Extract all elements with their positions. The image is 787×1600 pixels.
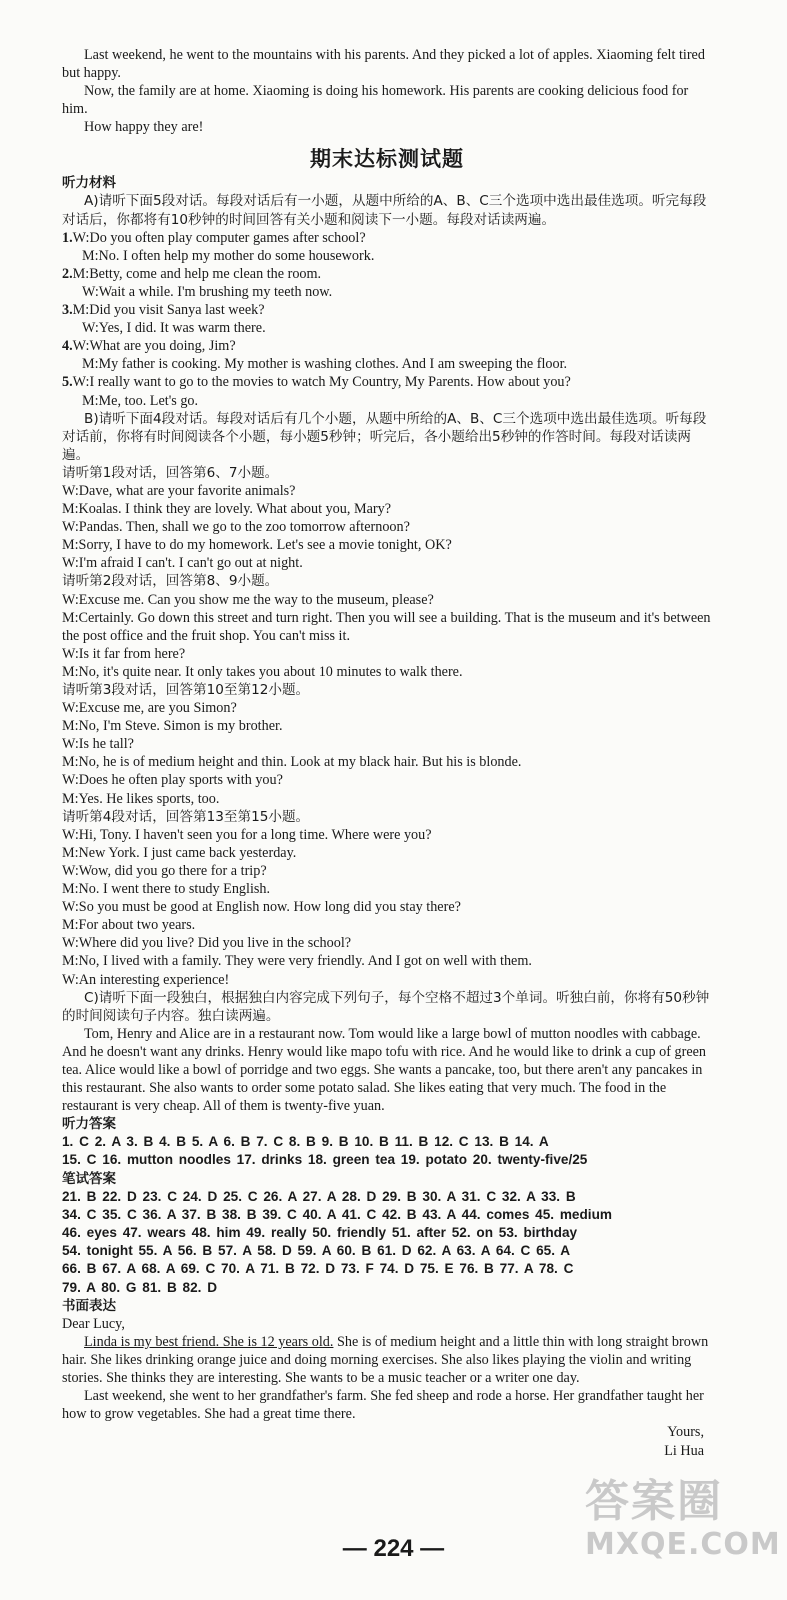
part-b-conversation-1 (62, 464, 712, 573)
dialogue-2 (62, 265, 712, 301)
answer-line: 66. B 67. A 68. A 69. C 70. A 71. B 72. D 73. F 74. D 75. E 76. B 77. A 78. C (62, 1261, 574, 1277)
dialogue-line: W:What are you doing, Jim? (72, 338, 236, 355)
answer-line: 79. A 80. G 81. B 82. D (62, 1279, 218, 1295)
intro-paragraph-3: How happy they are! (84, 119, 204, 136)
dialogue-line: M:No, it's quite near. It only takes you about 10 minutes to walk there. (62, 663, 463, 680)
conversation-heading: 请听第3段对话，回答第10至第12小题。 (62, 682, 310, 698)
dialogue-number: 5. (62, 374, 73, 391)
page-title: 期末达标测试题 (310, 147, 464, 172)
intro-paragraph-1: Last weekend, he went to the mountains with his parents. And they picked a lot of apples. Xiaoming felt tired but happy. (62, 47, 705, 82)
conversation-heading: 请听第4段对话，回答第13至第15小题。 (62, 808, 310, 825)
letter-paragraph-1 (62, 1333, 712, 1387)
part-b-instruction: B)请听下面4段对话。每段对话后有几个小题，从题中所给的A、B、C三个选项中选出最佳选项。听每段对话前，你将有时间阅读各个小题，每小题5秒钟；听完后，各小题给出5秒钟的作答时间。每段对话读两遍。 (62, 410, 707, 463)
answer-line: 34. C 35. C 36. A 37. B 38. B 39. C 40. A 41. C 42. B 43. A 44. comes 45. medium (62, 1206, 612, 1222)
letter-greeting: Dear Lucy, (62, 1315, 125, 1332)
dialogue-line: M:For about two years. (62, 917, 196, 934)
dialogue-3 (62, 301, 712, 337)
intro-section (62, 46, 712, 136)
conversation-heading: 请听第2段对话，回答第8、9小题。 (62, 573, 279, 590)
part-b-conversation-2 (62, 572, 712, 681)
paragraph-text: She is of medium height and a little thin with long straight brown hair. She likes drinking orange juice and doing morning exercises. She also likes playing the violin and writing stories. She thinks they are interesting. She wants to be a music teacher or a writer one day. (62, 1333, 709, 1387)
dialogue-1 (62, 229, 712, 265)
dialogue-line: W:Excuse me, are you Simon? (62, 700, 237, 717)
dialogue-line: M:No. I often help my mother do some housework. (82, 247, 375, 264)
answer-line: 21. B 22. D 23. C 24. D 25. C 26. A 27. A 28. D 29. B 30. A 31. C 32. A 33. B (62, 1188, 576, 1204)
dialogue-line: W:Hi, Tony. I haven't seen you for a long time. Where were you? (62, 826, 432, 843)
dialogue-number: 4. (62, 338, 73, 355)
dialogue-line: M:No, he is of medium height and thin. Look at my black hair. But his is blonde. (62, 754, 522, 771)
dialogue-line: W:Wow, did you go there for a trip? (62, 862, 267, 879)
dialogue-line: M:No. I went there to study English. (62, 881, 271, 898)
dialogue-line: W:I really want to go to the movies to watch My Country, My Parents. How about you? (72, 374, 571, 391)
part-b-conversation-4 (62, 808, 712, 989)
dialogue-line: M:Yes. He likes sports, too. (62, 790, 220, 807)
dialogue-line: W:I'm afraid I can't. I can't go out at night. (62, 555, 303, 572)
watermark-logo (585, 1476, 781, 1596)
dialogue-line: M:My father is cooking. My mother is washing clothes. And I am sweeping the floor. (82, 356, 568, 373)
writing-heading: 书面表达 (62, 1297, 116, 1314)
part-c-instruction: C)请听下面一段独白，根据独白内容完成下列句子，每个空格不超过3个单词。听独白前，你将有50秒钟的时间阅读句子内容。独白读两遍。 (62, 989, 710, 1024)
dialogue-number: 3. (62, 302, 73, 319)
dialogue-line: M:Did you visit Sanya last week? (72, 302, 265, 319)
dialogue-line: W:Where did you live? Did you live in the school? (62, 935, 352, 952)
dialogue-line: W:Excuse me. Can you show me the way to the museum, please? (62, 591, 434, 608)
part-b-conversation-3 (62, 681, 712, 808)
dialogue-line: W:Yes, I did. It was warm there. (82, 320, 266, 337)
letter-signature: Li Hua (664, 1442, 704, 1459)
dialogue-line: M:Certainly. Go down this street and turn right. Then you will see a building. That is the museum and it's between the post office and the fruit shop. You can't miss it. (62, 609, 711, 644)
dialogue-5 (62, 373, 712, 409)
dialogue-line: M:No, I'm Steve. Simon is my brother. (62, 718, 283, 735)
part-a-instruction: A)请听下面5段对话。每段对话后有一小题，从题中所给的A、B、C三个选项中选出最佳选项。听完每段对话后，你都将有10秒钟的时间回答有关小题和阅读下一小题。每段对话读两遍。 (62, 193, 707, 228)
dialogue-line: M:Betty, come and help me clean the room. (72, 265, 322, 282)
answer-line: 54. tonight 55. A 56. B 57. A 58. D 59. A 60. B 61. D 62. A 63. A 64. C 65. A (62, 1243, 571, 1259)
page-number: — 224 — (342, 1535, 445, 1562)
dialogue-line: M:No, I lived with a family. They were very friendly. And I got on well with them. (62, 953, 532, 970)
answer-line: 46. eyes 47. wears 48. him 49. really 50. friendly 51. after 52. on 53. birthday (62, 1225, 578, 1241)
watermark-line-2: MXQE.COM (585, 1527, 781, 1562)
dialogue-line: W:Dave, what are your favorite animals? (62, 482, 296, 499)
part-c-monologue: Tom, Henry and Alice are in a restaurant now. Tom would like a large bowl of mutton noodles with cabbage. And he doesn't want any drinks. Henry would like mapo tofu with rice. And he would like to drink a cup of green tea. Alice would like a bowl of porridge and two eggs. She wants a pancake, too, but there aren't any pancakes in this restaurant. She also wants to order some potato salad. She likes eating that very much. The food in the restaurant is very cheap. All of them is twenty-five yuan. (62, 1025, 707, 1115)
dialogue-line: M:Sorry, I have to do my homework. Let's see a movie tonight, OK? (62, 537, 452, 554)
answer-line: 15. C 16. mutton noodles 17. drinks 18. green tea 19. potato 20. twenty-five/25 (62, 1152, 588, 1168)
dialogue-line: M:Me, too. Let's go. (82, 392, 199, 409)
dialogue-line: W:Do you often play computer games after school? (72, 229, 366, 246)
dialogue-line: W:So you must be good at English now. How long did you stay there? (62, 899, 461, 916)
dialogue-4 (62, 337, 712, 373)
dialogue-number: 1. (62, 229, 73, 246)
listening-answers-heading: 听力答案 (62, 1116, 116, 1133)
intro-paragraph-2: Now, the family are at home. Xiaoming is doing his homework. His parents are cooking delicious food for him. (62, 83, 689, 118)
listening-material-heading: 听力材料 (62, 175, 116, 192)
conversation-heading: 请听第1段对话，回答第6、7小题。 (62, 464, 279, 481)
dialogue-line: M:Koalas. I think they are lovely. What about you, Mary? (62, 501, 391, 518)
dialogue-line: W:Pandas. Then, shall we go to the zoo tomorrow afternoon? (62, 519, 410, 536)
dialogue-number: 2. (62, 265, 73, 282)
dialogue-line: W:Wait a while. I'm brushing my teeth now. (82, 283, 333, 300)
dialogue-line: W:Is it far from here? (62, 645, 186, 662)
dialogue-line: W:An interesting experience! (62, 971, 230, 988)
dialogue-line: W:Is he tall? (62, 736, 134, 753)
dialogue-line: W:Does he often play sports with you? (62, 772, 283, 789)
part-a-dialogues (62, 229, 712, 410)
answer-line: 1. C 2. A 3. B 4. B 5. A 6. B 7. C 8. B 9. B 10. B 11. B 12. C 13. B 14. A (62, 1134, 549, 1150)
page-content (62, 46, 712, 1460)
written-answers-heading: 笔试答案 (62, 1170, 116, 1187)
letter-closing: Yours, (667, 1424, 704, 1441)
underlined-sentence: Linda is my best friend. She is 12 years old. (84, 1333, 334, 1350)
watermark-line-1: 答案圈 (585, 1476, 723, 1527)
dialogue-line: M:New York. I just came back yesterday. (62, 844, 297, 861)
letter-paragraph-2: Last weekend, she went to her grandfather's farm. She fed sheep and rode a horse. Her grandfather taught her how to grow vegetables. She had a great time there. (62, 1388, 704, 1423)
